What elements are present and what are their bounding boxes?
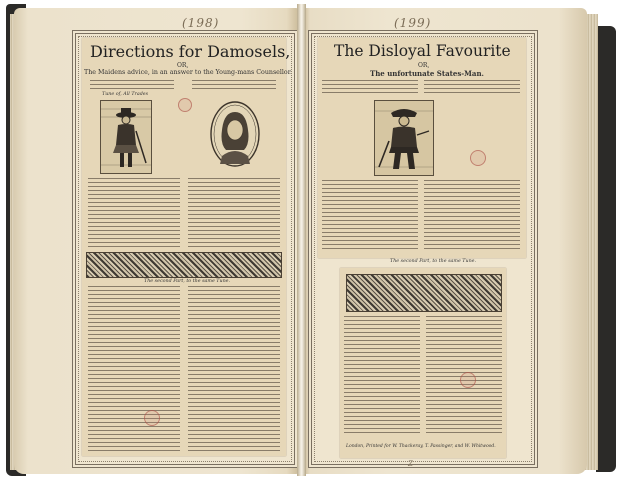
ballad-subtitle: The Maidens advice, in an answer to the Young-mans Counsellor. <box>84 69 293 76</box>
page-number: (198) <box>182 16 220 30</box>
library-stamp-2 <box>460 372 476 388</box>
page-border <box>72 30 298 468</box>
verse-column-left-top <box>88 178 180 248</box>
second-part-heading: The second Part, to the same Tune. <box>390 259 477 264</box>
left-page <box>14 8 298 474</box>
tune-line: Tune of, All Trades <box>102 92 149 97</box>
ballad-title: The Disloyal Favourite <box>334 42 511 60</box>
library-stamp <box>178 98 192 112</box>
verse-column-right-top <box>424 180 520 252</box>
intro-verse-right <box>424 80 520 94</box>
ornament-band <box>86 252 282 278</box>
second-part-heading: The second Part, to the same Tune. <box>144 279 231 284</box>
page-number: (199) <box>394 16 432 30</box>
library-stamp <box>470 150 486 166</box>
broadside-sheet <box>82 38 293 456</box>
printer-imprint: London, Printed for W. Thackeray, T. Passinger, and W. Whitwood. <box>346 444 496 449</box>
page-border <box>308 30 538 468</box>
right-page <box>304 8 587 474</box>
verse-column-right-bottom <box>188 286 280 452</box>
woodcut-gentleman <box>100 100 152 174</box>
signature-mark: Z <box>408 460 414 468</box>
ballad-subtitle: The unfortunate States-Man. <box>370 69 484 78</box>
title-or: OR, <box>418 62 430 69</box>
verse-column-left-top <box>322 180 418 252</box>
woodcut-cavalier <box>374 100 434 176</box>
book-cover-right <box>596 26 616 472</box>
ornament-band <box>346 274 502 312</box>
broadside-sheet-top <box>318 38 526 258</box>
title-or: OR, <box>177 62 189 69</box>
intro-verse-left <box>322 80 418 94</box>
verse-column-right-top <box>188 178 280 248</box>
woodcut-portrait-lady <box>210 100 260 168</box>
intro-verse-left <box>90 80 174 89</box>
library-stamp-2 <box>144 410 160 426</box>
book-gutter <box>297 4 306 476</box>
broadside-sheet-bottom <box>340 268 506 458</box>
verse-column-left-bottom <box>344 316 420 436</box>
ballad-title: Directions for Damosels, <box>90 42 291 61</box>
intro-verse-right <box>192 80 276 89</box>
verse-column-left-bottom <box>88 286 180 452</box>
